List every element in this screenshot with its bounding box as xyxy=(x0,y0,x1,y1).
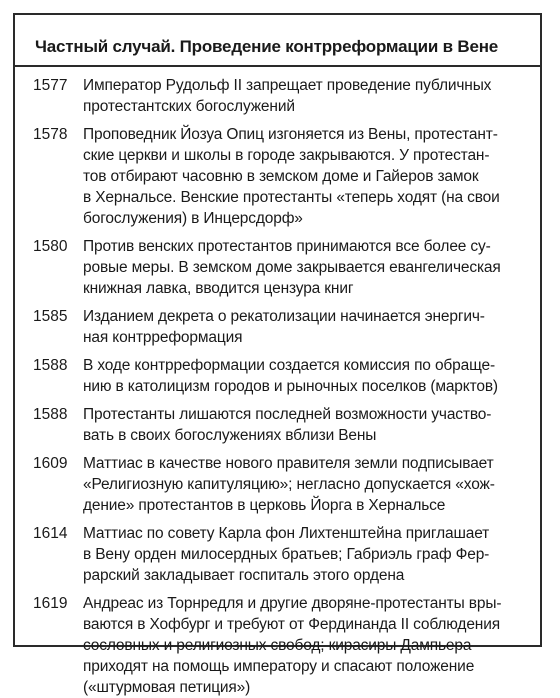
entry-text xyxy=(83,75,538,117)
timeline-entry xyxy=(33,306,538,348)
entry-year: 1577 xyxy=(33,77,68,94)
box-title: Частный случай. Проведение контрреформации в Вене xyxy=(35,37,499,56)
entry-text xyxy=(83,523,538,586)
entry-year: 1580 xyxy=(33,238,68,255)
entry-line: ровые меры. В земском доме закрывается евангелическая xyxy=(83,259,501,276)
entry-line: Против венских протестантов принимаются все более су- xyxy=(83,238,491,255)
entry-line: книжная лавка, вводится цензура книг xyxy=(83,280,354,297)
entry-line: рарский закладывает госпиталь этого ордена xyxy=(83,567,405,584)
entry-line: Протестанты лишаются последней возможности участво- xyxy=(83,406,492,423)
document-box xyxy=(13,13,542,696)
entry-text xyxy=(83,593,538,698)
timeline-entry xyxy=(33,236,538,299)
timeline-entry xyxy=(33,355,538,397)
entry-year: 1588 xyxy=(33,357,68,374)
entry-line: сословных и религиозных свобод; кирасиры Дампьера xyxy=(83,637,472,654)
timeline-entry xyxy=(33,593,538,698)
entry-line: Изданием декрета о рекатолизации начинается энергич- xyxy=(83,308,485,325)
entry-line: вать в своих богослужениях вблизи Вены xyxy=(83,427,377,444)
entry-line: Маттиас в качестве нового правителя земли подписывает xyxy=(83,455,494,472)
entry-year: 1609 xyxy=(33,455,68,472)
entry-line: протестантских богослужений xyxy=(83,98,295,115)
entry-line: дение» протестантов в церковь Йорга в Хернальсе xyxy=(83,497,446,514)
entry-line: ваются в Хофбург и требуют от Фердинанда II соблюдения xyxy=(83,616,500,633)
timeline-list xyxy=(33,68,538,698)
timeline-entry xyxy=(33,404,538,446)
entry-line: в Хернальсе. Венские протестанты «теперь ходят (на свои xyxy=(83,189,500,206)
entry-text xyxy=(83,236,538,299)
entry-line: ная контрреформация xyxy=(83,329,243,346)
entry-year: 1578 xyxy=(33,126,68,143)
entry-line: приходят на помощь императору и спасают положение xyxy=(83,658,475,675)
entry-year: 1614 xyxy=(33,525,68,542)
entry-line: нию в католицизм городов и рыночных поселков (марктов) xyxy=(83,378,498,395)
entry-line: богослужения) в Инцерсдорф» xyxy=(83,210,303,227)
entry-line: Маттиас по совету Карла фон Лихтенштейна приглашает xyxy=(83,525,490,542)
entry-line: Проповедник Йозуа Опиц изгоняется из Вены, протестант- xyxy=(83,126,498,143)
entry-line: «Религиозную капитуляцию»; негласно допускается «хож- xyxy=(83,476,495,493)
entry-year: 1619 xyxy=(33,595,68,612)
entry-text xyxy=(83,124,538,229)
entry-text xyxy=(83,404,538,446)
timeline-entry xyxy=(33,124,538,229)
entry-text xyxy=(83,355,538,397)
entry-text xyxy=(83,453,538,516)
entry-line: Император Рудольф II запрещает проведение публичных xyxy=(83,77,492,94)
entry-line: в Вену орден милосердных братьев; Габриэль граф Фер- xyxy=(83,546,490,563)
entry-line: В ходе контрреформации создается комиссия по обраще- xyxy=(83,357,495,374)
entry-line: ские церкви и школы в городе закрываются. У протестан- xyxy=(83,147,490,164)
entry-text xyxy=(83,306,538,348)
timeline-entry xyxy=(33,523,538,586)
title-divider xyxy=(15,65,540,67)
entry-year: 1585 xyxy=(33,308,68,325)
entry-line: («штурмовая петиция») xyxy=(83,679,251,696)
entry-year: 1588 xyxy=(33,406,68,423)
timeline-entry xyxy=(33,453,538,516)
entry-line: Андреас из Торнредля и другие дворяне-протестанты вры- xyxy=(83,595,502,612)
timeline-entry xyxy=(33,75,538,117)
entry-line: тов отбирают часовню в земском доме и Гайеров замок xyxy=(83,168,479,185)
